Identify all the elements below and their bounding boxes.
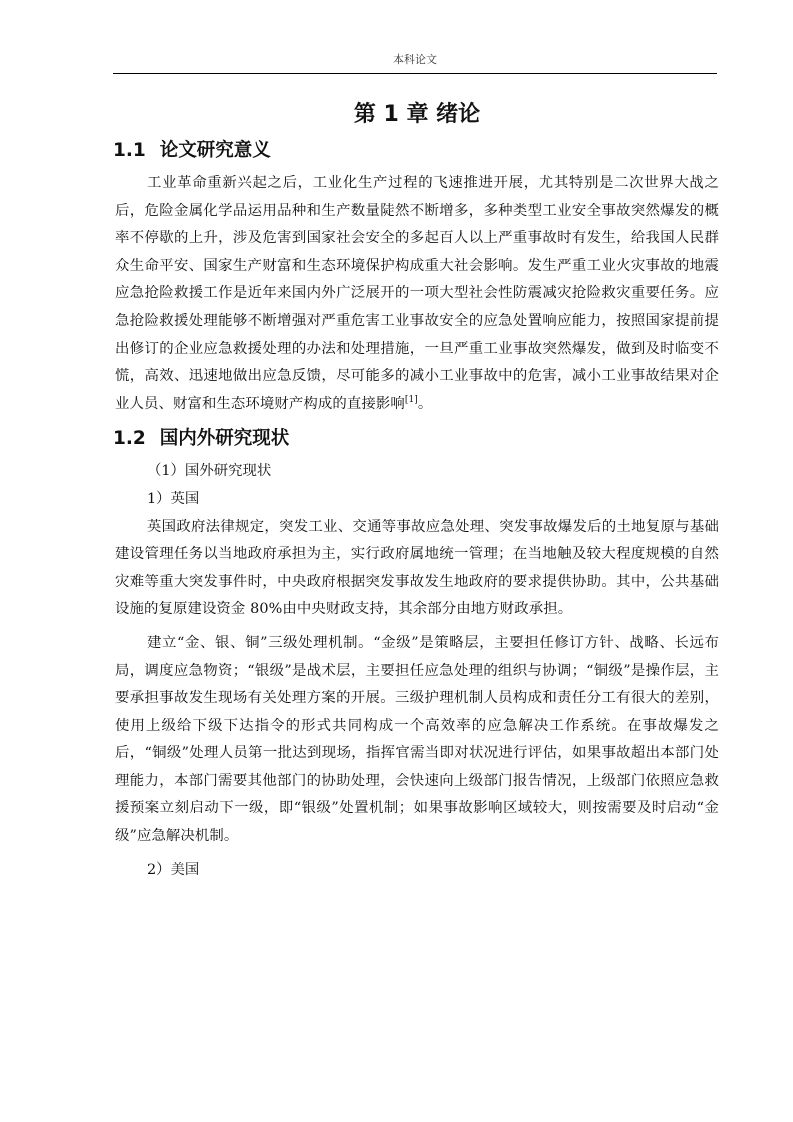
page-content xyxy=(115,96,719,884)
subheading-usa: 2）美国 xyxy=(147,861,200,878)
section-heading-1-2 xyxy=(113,426,719,452)
paragraph-end: 。 xyxy=(417,395,433,412)
paragraph-uk-mechanism: 建立“金、银、铜”三级处理机制。“金级”是策略层，主要担任修订方针、战略、长远布局，调度应急物资；“银级”是战术层，主要担任应急处理的组织与协调；“铜级”是操作层，主要承担事故发生现场有关处理方案的开展。三级护理机制人员构成和责任分工有很大的差别，使用上级给下级下达指令的形式共同构成一个高效率的应急解决工作系统。在事故爆发之后，“铜级”处理人员第一批达到现场，指挥官需当即对状况进行评估，如果事故超出本部门处理能力，本部门需要其他部门的协助处理，会快速向上级部门报告情况，上级部门依照应急救援预案立刻启动下一级，即“银级”处置机制；如果事故影响区域较大，则按需要及时启动“金级”应急解决机制。 xyxy=(115,634,719,845)
paragraph-uk-law: 英国政府法律规定，突发工业、交通等事故应急处理、突发事故爆发后的土地复原与基础建设管理任务以当地政府承担为主，实行政府属地统一管理；在当地触及较大程度规模的自然灾难等重大突发事件时，中央政府根据突发事故发生地政府的要求提供协助。其中，公共基础设施的复原建设资金 80%由中央财政支持，其余部分由地方财政承担。 xyxy=(115,518,719,618)
running-header: 本科论文 xyxy=(393,53,437,66)
section-heading-1-1 xyxy=(113,138,719,164)
section-title: 论文研究意义 xyxy=(159,140,271,161)
header-rule xyxy=(113,73,717,74)
paragraph-text: 工业革命重新兴起之后，工业化生产过程的飞速推进开展，尤其特别是二次世界大战之后，危险金属化学品运用品种和生产数量陡然不断增多，多种类型工业安全事故突然爆发的概率不停歇的上升，涉及危害到国家社会安全的多起百人以上严重事故时有发生，给我国人民群众生命平安、国家生产财富和生态环境保护构成重大社会影响。发生严重工业火灾事故的地震应急抢险救援工作是近年来国内外广泛展开的一项大型社会性防震减灾抢险救灾重要任务。应急抢险救援处理能够不断增强对严重危害工业事故安全的应急处置响应能力，按照国家提前提出修订的企业应急救援处理的办法和处理措施，一旦严重工业事故突然爆发，做到及时临变不慌，高效、迅速地做出应急反馈，尽可能多的减小工业事故中的危害，减小工业事故结果对企业人员、财富和生态环境财产构成的直接影响 xyxy=(115,175,719,412)
section-title: 国内外研究现状 xyxy=(159,428,290,450)
section-number: 1.1 xyxy=(113,140,146,161)
chapter-title: 第 1 章 绪论 xyxy=(353,102,481,127)
subheading-uk: 1）英国 xyxy=(147,490,200,507)
paragraph-significance xyxy=(115,170,719,418)
section-number: 1.2 xyxy=(113,428,146,450)
subheading-foreign-research: （1）国外研究现状 xyxy=(147,463,272,480)
citation-ref: [1] xyxy=(404,394,418,405)
